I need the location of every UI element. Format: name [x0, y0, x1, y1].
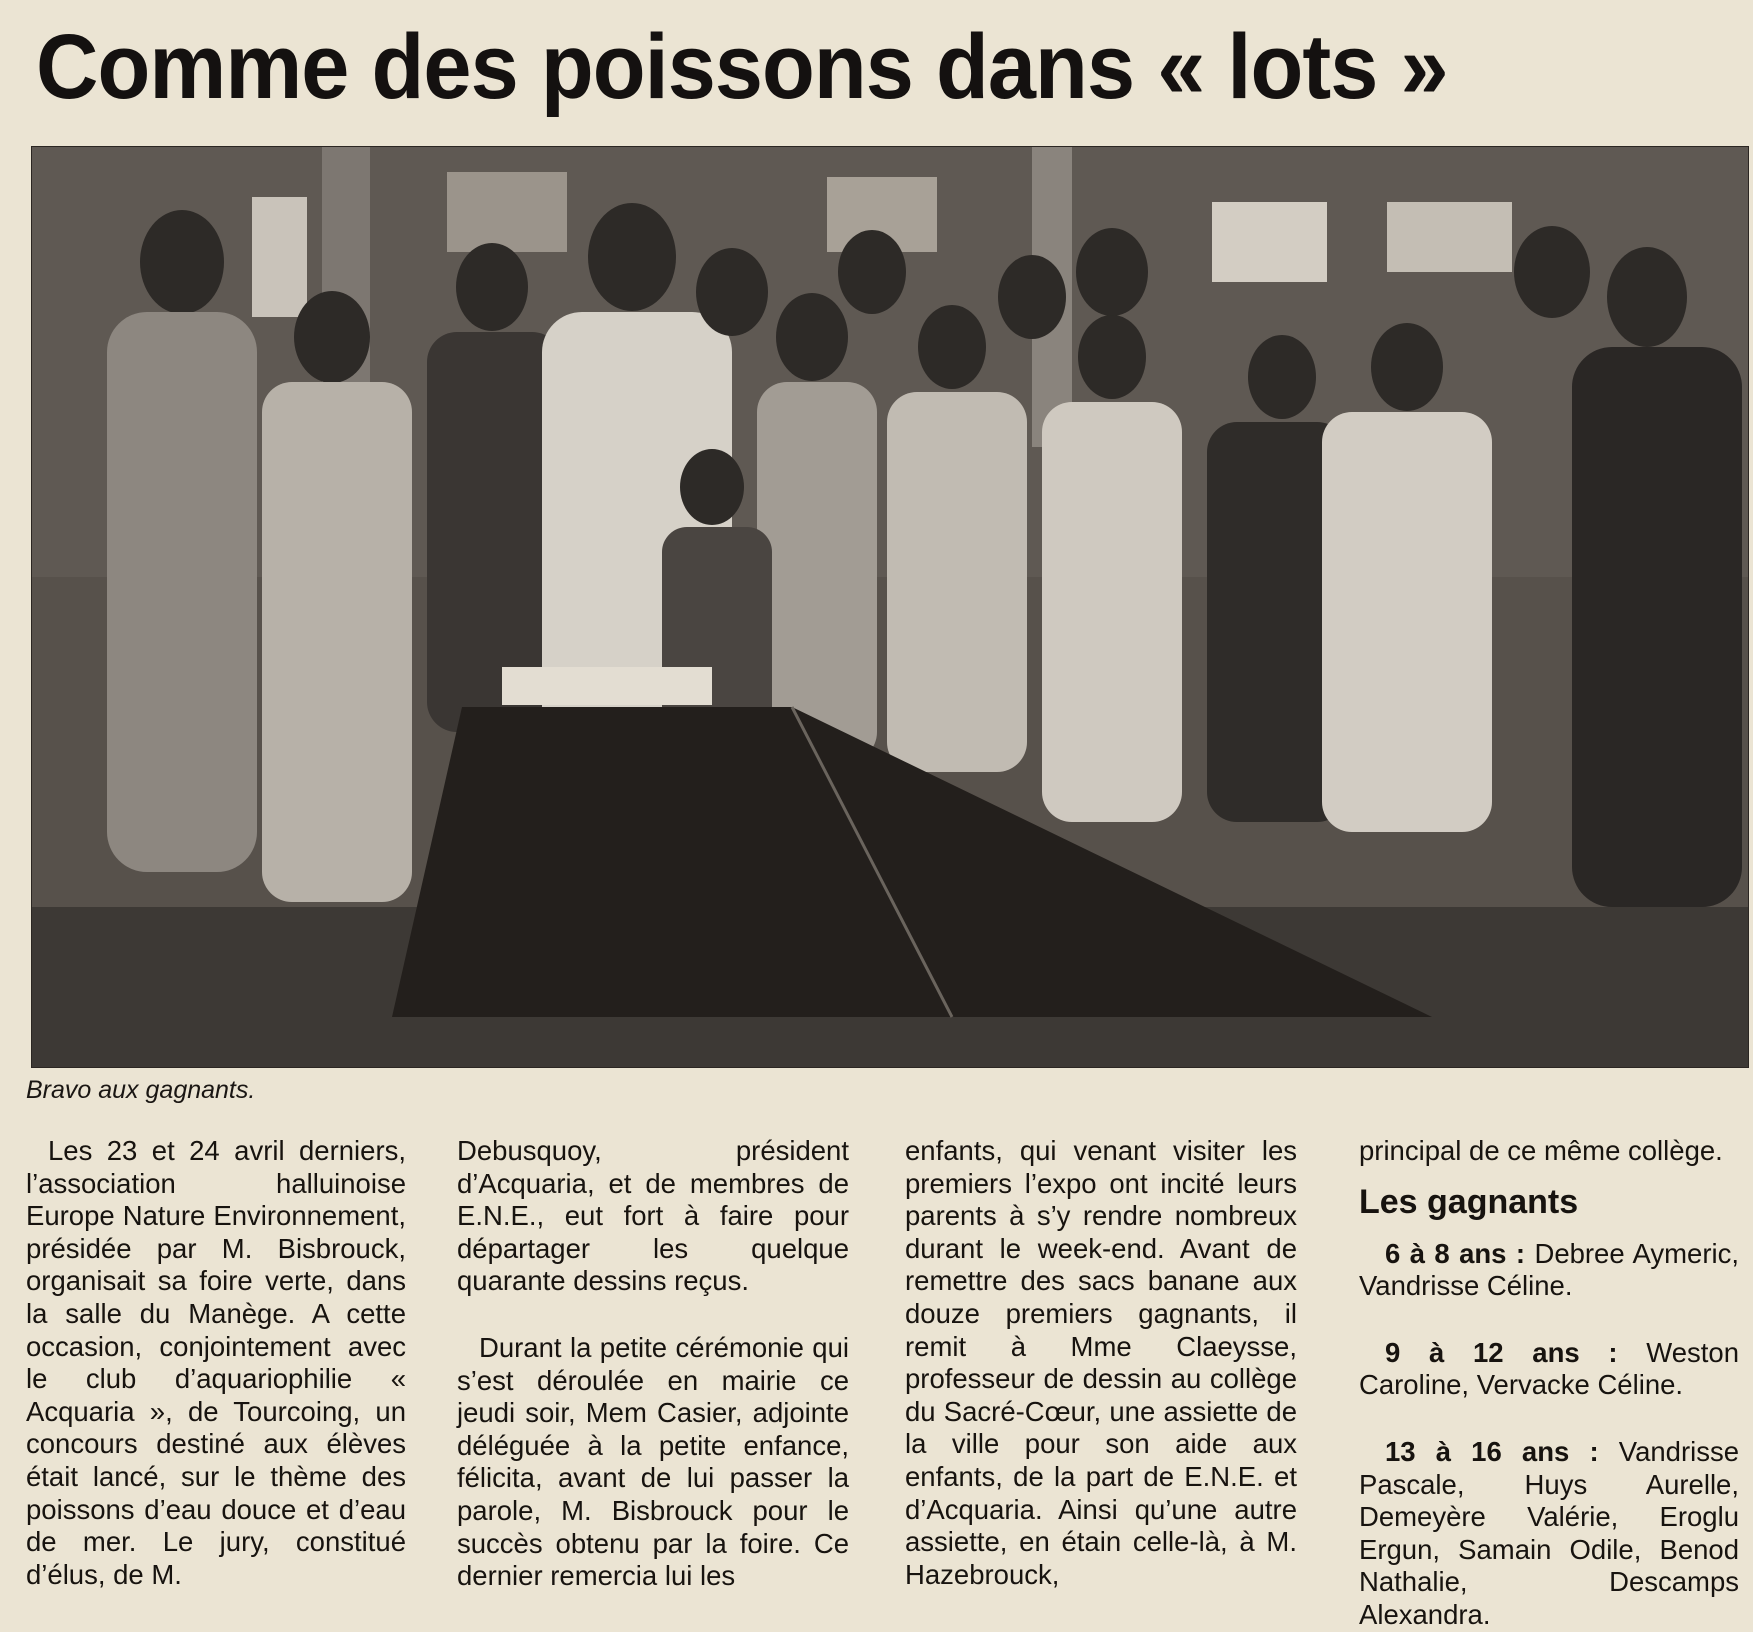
winner-group	[1359, 1337, 1739, 1402]
article-column-1	[26, 1135, 406, 1591]
paragraph-ceremony: Durant la petite cérémonie qui s’est déroulée en mairie ce jeudi soir, Mem Casier, adjointe déléguée à la petite enfance, félicita, avant de lui passer la parole, M. Bisbrouck pour le succès obtenu par la foire. Ce dernier remercia lui les	[457, 1331, 849, 1592]
winner-names: Vandrisse Pascale, Huys Aurelle, Demeyère Valérie, Eroglu Ergun, Samain Odile, Benod Nathalie, Descamps Alexandra.	[1359, 1435, 1740, 1630]
winner-names: Debree Aymeric, Vandrisse Céline.	[1359, 1237, 1739, 1302]
winner-age: 6 à 8 ans :	[1385, 1237, 1526, 1269]
photo-caption: Bravo aux gagnants.	[26, 1076, 256, 1104]
paragraph-thanks: enfants, qui venant visiter les premiers l’expo ont incité leurs parents à s’y rendre nombreux durant le week-end. Avant de remettre des sacs banane aux douze premiers gagnants, il remit à Mme Claeysse, professeur de dessin au collège du Sacré-Cœur, une assiette de la ville pour son aide aux enfants, de la part de E.N.E. et d’Acquaria. Ainsi qu’une autre assiette, en étain celle-là, à M. Hazebrouck,	[905, 1135, 1297, 1590]
winner-group	[1359, 1436, 1739, 1632]
article-column-2	[457, 1135, 849, 1593]
winner-age: 9 à 12 ans :	[1385, 1336, 1618, 1368]
group-photo-image	[32, 147, 1748, 1067]
paragraph-closing: principal de ce même collège.	[1359, 1135, 1723, 1166]
group-photo	[31, 146, 1749, 1068]
paragraph-jury: Debusquoy, président d’Acquaria, et de membres de E.N.E., eut fort à faire pour départager les quelque quarante dessins reçus.	[457, 1135, 849, 1297]
winners-heading: Les gagnants	[1359, 1182, 1579, 1221]
winner-age: 13 à 16 ans :	[1385, 1435, 1599, 1467]
headline: Comme des poissons dans « lots »	[36, 16, 1448, 118]
winner-names: Weston Caroline, Vervacke Céline.	[1359, 1336, 1739, 1401]
paragraph-intro: Les 23 et 24 avril derniers, l’association halluinoise Europe Nature Environnement, présidée par M. Bisbrouck, organisait sa foire verte, dans la salle du Manège. A cette occasion, conjointement avec le club d’aquariophilie « Acquaria », de Tourcoing, un concours destiné aux élèves était lancé, sur le thème des poissons d’eau douce et d’eau de mer. Le jury, constitué d’élus, de M.	[26, 1135, 406, 1590]
winner-group	[1359, 1238, 1739, 1303]
article-column-3	[905, 1135, 1297, 1591]
article-column-4	[1359, 1135, 1739, 1632]
